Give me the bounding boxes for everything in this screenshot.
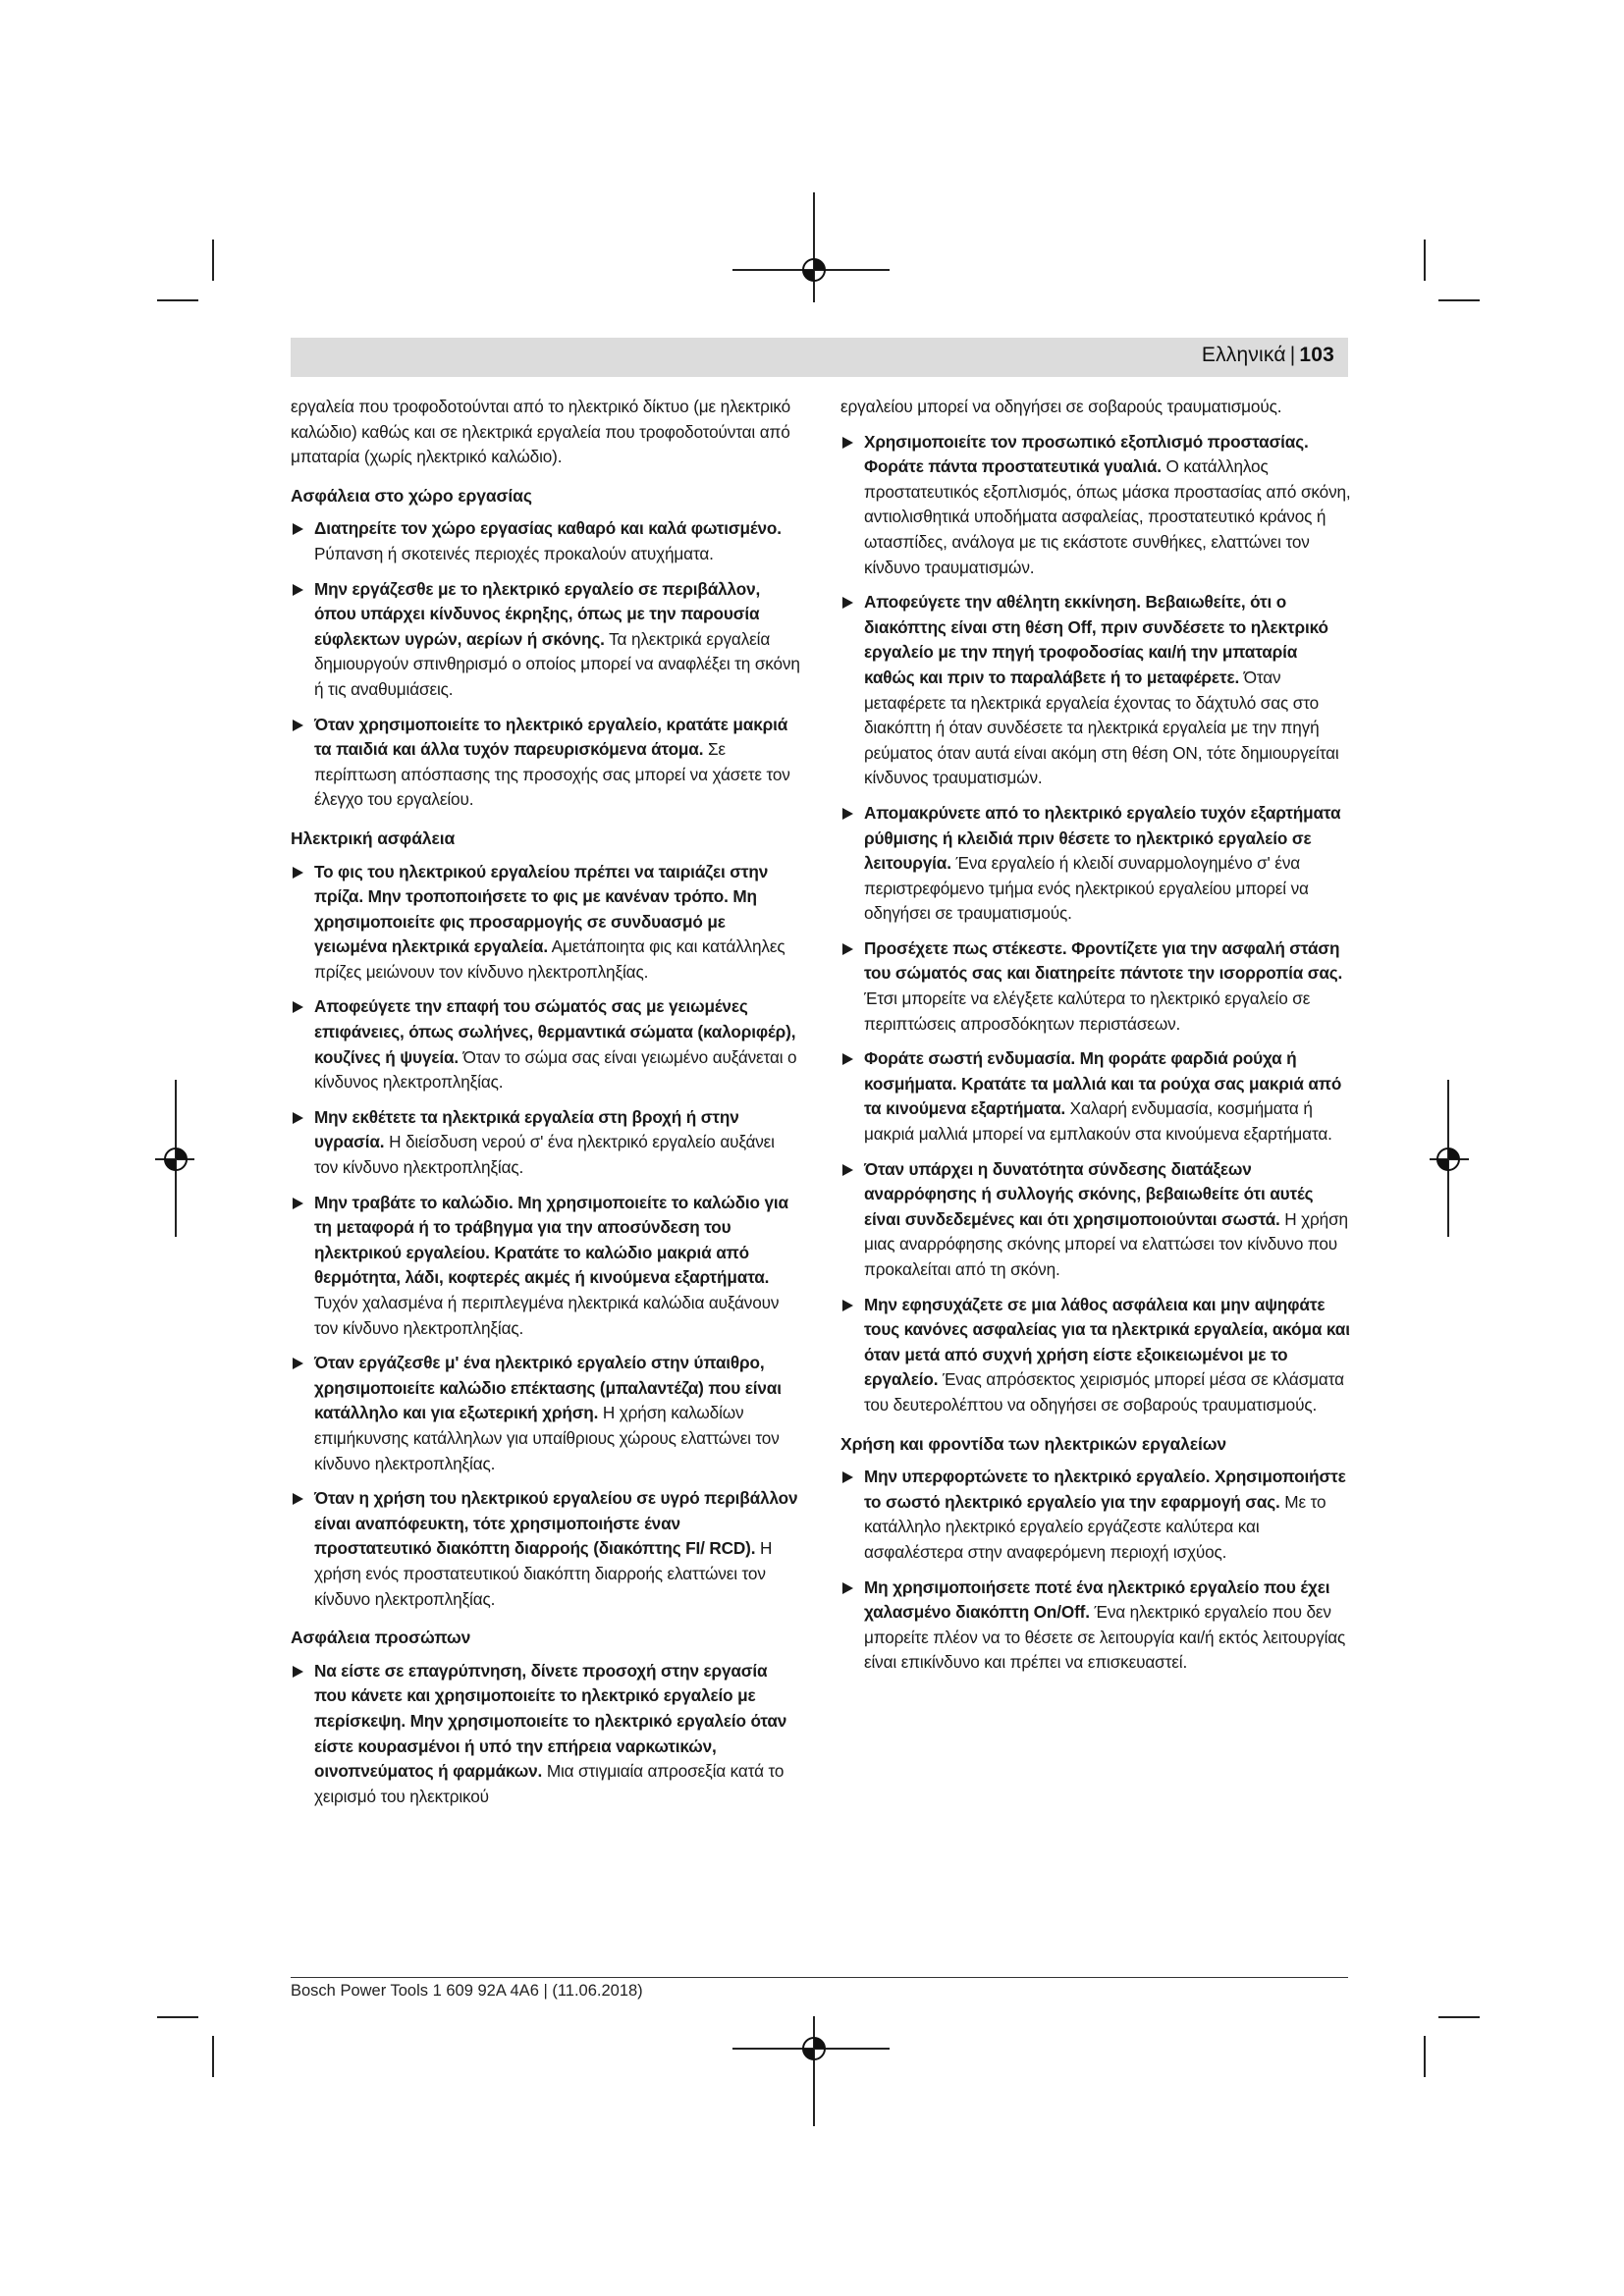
bullet-triangle-icon	[842, 1471, 853, 1483]
registration-target-icon	[161, 1145, 190, 1174]
item-text: Έτσι μπορείτε να ελέγξετε καλύτερα το ηλεκτρικό εργαλείο σε περιπτώσεις απροσδόκητων περιστάσεων.	[864, 988, 1311, 1034]
bullet-triangle-icon	[293, 1198, 303, 1209]
crop-mark	[212, 240, 214, 281]
item-bold: Φοράτε σωστή ενδυμασία. Μη φοράτε φαρδιά ρούχα ή κοσμήματα. Κρατάτε τα μαλλιά και τα ρούχα σας μακριά από τα κινούμενα εξαρτήματα.	[864, 1048, 1342, 1119]
crop-mark	[1438, 299, 1480, 301]
registration-target-icon	[799, 2034, 829, 2063]
item-text: Όταν μεταφέρετε τα ηλεκτρικά εργαλεία έχοντας το δάχτυλό σας στο διακόπτη ή όταν συνδέσετε τα ηλεκτρικά εργαλεία με την πηγή ρεύματος όταν αυτά είναι ακόμη στη θέση ON, τότε δημιουργείται κίνδυνος τραυματισμών.	[864, 667, 1339, 788]
registration-target-icon	[1434, 1145, 1463, 1174]
list-item	[840, 1157, 1351, 1283]
item-bold: Μην εργάζεσθε με το ηλεκτρικό εργαλείο σε περιβάλλον, όπου υπάρχει κίνδυνος έκρηξης, όπως με την παρουσία εύφλεκτων υγρών, αερίων ή σκόνης.	[314, 578, 761, 649]
bullet-triangle-icon	[293, 1358, 303, 1369]
item-text: Ένα εργαλείο ή κλειδί συναρμολογημένο σ' ένα περιστρεφόμενο τμήμα ενός ηλεκτρικού εργαλείου μπορεί να οδηγήσει σε τραυματισμούς.	[864, 853, 1309, 924]
list-item	[291, 1351, 801, 1476]
item-bold: Όταν η χρήση του ηλεκτρικού εργαλείου σε υγρό περιβάλλον είναι αναπόφευκτη, τότε χρησιμοποιήστε έναν προστατευτικό διακόπτη διαρροής (διακόπτης FI/ RCD).	[314, 1488, 798, 1559]
header-label	[1202, 344, 1334, 367]
right-column	[840, 395, 1351, 1685]
left-column	[291, 395, 801, 1819]
header-language: Ελληνικά	[1201, 344, 1286, 366]
page-number: 103	[1299, 344, 1334, 366]
item-text: Η χρήση καλωδίων επιμήκυνσης κατάλληλων για υπαίθριους χώρους ελαττώνει τον κίνδυνο ηλεκτροπληξίας.	[314, 1403, 780, 1473]
continuation-paragraph: εργαλείου μπορεί να οδηγήσει σε σοβαρούς τραυματισμούς.	[840, 397, 1282, 416]
item-text: Η χρήση ενός προστατευτικού διακόπτη διαρροής ελαττώνει τον κίνδυνο ηλεκτροπληξίας.	[314, 1538, 773, 1609]
bullet-triangle-icon	[842, 597, 853, 609]
footer-rule	[291, 1977, 1348, 1978]
bullet-triangle-icon	[293, 867, 303, 879]
register-line	[813, 192, 815, 302]
page-header	[291, 338, 1348, 377]
item-text: Τυχόν χαλασμένα ή περιπλεγμένα ηλεκτρικά καλώδια αυξάνουν τον κίνδυνο ηλεκτροπληξίας.	[314, 1293, 780, 1338]
item-bold: Αποφεύγετε την επαφή του σώματός σας με γειωμένες επιφάνειες, όπως σωλήνες, θερμαντικά σώματα (καλοριφέρ), κουζίνες ή ψυγεία.	[314, 996, 796, 1067]
bullet-triangle-icon	[842, 1164, 853, 1176]
bullet-triangle-icon	[842, 943, 853, 955]
item-text: Μια στιγμιαία απροσεξία κατά το χειρισμό του ηλεκτρικού	[314, 1761, 785, 1806]
bullet-triangle-icon	[293, 1666, 303, 1678]
list-item	[840, 1293, 1351, 1418]
item-text: Η χρήση μιας αναρρόφησης σκόνης μπορεί να ελαττώσει τον κίνδυνο που προκαλείται από τη σκόνη.	[864, 1208, 1348, 1279]
list-item	[840, 590, 1351, 791]
item-text: Ένα ηλεκτρικό εργαλείο που δεν μπορείτε πλέον να το θέσετε σε λειτουργία και/ή εκτός λειτουργίας είναι επικίνδυνο και πρέπει να επισκευαστεί.	[864, 1602, 1346, 1673]
item-bold: Μην εφησυχάζετε σε μια λάθος ασφάλεια και μην αψηφάτε τους κανόνες ασφαλείας για τα ηλεκτρικά εργαλεία, ακόμα και όταν μετά από συχνή χρήση είστε εξοικειωμένοι με το εργαλείο.	[864, 1294, 1350, 1390]
list-item	[291, 1105, 801, 1181]
item-bold: Μη χρησιμοποιήσετε ποτέ ένα ηλεκτρικό εργαλείο που έχει χαλασμένο διακόπτη On/Off.	[864, 1576, 1330, 1623]
section-title-work-area: Ασφάλεια στο χώρο εργασίας	[291, 485, 532, 506]
registration-target-icon	[799, 255, 829, 285]
list-item	[291, 860, 801, 986]
register-line	[813, 2016, 815, 2126]
item-bold: Χρησιμοποιείτε τον προσωπικό εξοπλισμό προστασίας. Φοράτε πάντα προστατευτικά γυαλιά.	[864, 431, 1309, 477]
item-bold: Μην τραβάτε το καλώδιο. Μη χρησιμοποιείτε το καλώδιο για τη μεταφορά ή το τράβηγμα για την αποσύνδεση του ηλεκτρικού εργαλείου. Κρατάτε το καλώδιο μακριά από θερμότητα, λάδι, κοφτερές ακμές ή κινούμενα εξαρτήματα.	[314, 1192, 788, 1288]
bullet-triangle-icon	[842, 1582, 853, 1594]
item-bold: Το φις του ηλεκτρικού εργαλείου πρέπει να ταιριάζει στην πρίζα. Μην τροποποιήσετε το φις με κανέναν τρόπο. Μη χρησιμοποιείτε φις προσαρμογής σε συνδυασμό με γειωμένα ηλεκτρικά εργαλεία.	[314, 861, 769, 957]
bullet-triangle-icon	[293, 584, 303, 596]
item-text: Ρύπανση ή σκοτεινές περιοχές προκαλούν ατυχήματα.	[314, 543, 714, 563]
list-item	[840, 1465, 1351, 1565]
list-item	[291, 994, 801, 1095]
list-item	[291, 1486, 801, 1612]
list-item	[291, 577, 801, 703]
list-item	[291, 516, 801, 566]
list-item	[840, 1575, 1351, 1676]
item-bold: Αποφεύγετε την αθέλητη εκκίνηση. Βεβαιωθείτε, ότι ο διακόπτης είναι στη θέση Off, πριν συνδέσετε το ηλεκτρικό εργαλείο με την πηγή τροφοδοσίας και/ή την μπαταρία καθώς και πριν το παραλάβετε ή το μεταφέρετε.	[864, 592, 1328, 687]
crop-mark	[157, 2016, 198, 2018]
item-text: Χαλαρή ενδυμασία, κοσμήματα ή μακριά μαλλιά μπορεί να εμπλακούν στα κινούμενα εξαρτήματα.	[864, 1098, 1332, 1145]
section-title-electrical: Ηλεκτρική ασφάλεια	[291, 828, 456, 848]
item-text: Τα ηλεκτρικά εργαλεία δημιουργούν σπινθηρισμό ο οποίος μπορεί να αναφλέξει τη σκόνη ή τις αναθυμιάσεις.	[314, 628, 800, 699]
crop-mark	[157, 299, 198, 301]
item-text: Σε περίπτωση απόσπασης της προσοχής σας μπορεί να χάσετε τον έλεγχο του εργαλείου.	[314, 739, 790, 810]
item-text: Ένας απρόσεκτος χειρισμός μπορεί μέσα σε κλάσματα του δευτερολέπτου να οδηγήσει σε σοβαρούς τραυματισμούς.	[864, 1369, 1344, 1415]
bullet-triangle-icon	[842, 437, 853, 449]
bullet-triangle-icon	[293, 1493, 303, 1505]
bullet-triangle-icon	[842, 1300, 853, 1311]
item-bold: Προσέχετε πως στέκεστε. Φροντίζετε για την ασφαλή στάση του σώματός σας και διατηρείτε πάντοτε την ισορροπία σας.	[864, 937, 1343, 984]
bullet-triangle-icon	[293, 720, 303, 731]
item-bold: Διατηρείτε τον χώρο εργασίας καθαρό και καλά φωτισμένο.	[314, 518, 782, 539]
section-title-use-care: Χρήση και φροντίδα των ηλεκτρικών εργαλείων	[840, 1433, 1227, 1454]
bullet-triangle-icon	[293, 1112, 303, 1124]
item-bold: Μην υπερφορτώνετε το ηλεκτρικό εργαλείο. Χρησιμοποιήστε το σωστό ηλεκτρικό εργαλείο για την εφαρμογή σας.	[864, 1467, 1346, 1512]
crop-mark	[1424, 240, 1426, 281]
item-text: Με το κατάλληλο ηλεκτρικό εργαλείο εργάζεστε καλύτερα και ασφαλέστερα στην αναφερόμενη περιοχή ισχύος.	[864, 1491, 1326, 1562]
crop-mark	[212, 2036, 214, 2077]
item-text: Ο κατάλληλος προστατευτικός εξοπλισμός, όπως μάσκα προστασίας από σκόνη, αντιολισθητικά υποδήματα ασφαλείας, προστατευτικό κράνος ή ωτασπίδες, ανάλογα με τις εκάστοτε συνθήκες, ελαττώνει τον κίνδυνο τραυματισμών.	[864, 456, 1351, 577]
list-item	[291, 1659, 801, 1810]
bullet-triangle-icon	[842, 1053, 853, 1065]
list-item	[291, 1191, 801, 1342]
list-item	[840, 801, 1351, 927]
item-text: Η διείσδυση νερού σ' ένα ηλεκτρικό εργαλείο αυξάνει τον κίνδυνο ηλεκτροπληξίας.	[314, 1132, 775, 1178]
list-item	[840, 1046, 1351, 1147]
list-item	[840, 936, 1351, 1037]
crop-mark	[1424, 2036, 1426, 2077]
bullet-triangle-icon	[293, 523, 303, 535]
section-title-personal: Ασφάλεια προσώπων	[291, 1628, 471, 1648]
bullet-triangle-icon	[842, 808, 853, 820]
list-item	[840, 430, 1351, 581]
header-separator: |	[1289, 344, 1296, 366]
item-bold: Όταν υπάρχει η δυνατότητα σύνδεσης διατάξεων αναρρόφησης ή συλλογής σκόνης, βεβαιωθείτε ότι αυτές είναι συνδεδεμένες και ότι χρησιμοποιούνται σωστά.	[864, 1158, 1314, 1229]
footer-text: Bosch Power Tools 1 609 92A 4A6 | (11.06.2018)	[291, 1982, 643, 2000]
intro-paragraph: εργαλεία που τροφοδοτούνται από το ηλεκτρικό δίκτυο (με ηλεκτρικό καλώδιο) καθώς και σε ηλεκτρικά εργαλεία που τροφοδοτούνται από μπαταρία (χωρίς ηλεκτρικό καλώδιο).	[291, 397, 791, 467]
item-text: Όταν το σώμα σας είναι γειωμένο αυξάνεται ο κίνδυνος ηλεκτροπληξίας.	[314, 1046, 797, 1093]
item-bold: Όταν χρησιμοποιείτε το ηλεκτρικό εργαλείο, κρατάτε μακριά τα παιδιά και άλλα τυχόν παρευρισκόμενα άτομα.	[314, 714, 788, 760]
item-bold: Όταν εργάζεσθε μ' ένα ηλεκτρικό εργαλείο στην ύπαιθρο, χρησιμοποιείτε καλώδιο επέκτασης (μπαλαντέζα) που είναι κατάλληλο και για εξωτερική χρήση.	[314, 1353, 782, 1423]
item-bold: Να είστε σε επαγρύπνηση, δίνετε προσοχή στην εργασία που κάνετε και χρησιμοποιείτε το ηλεκτρικό εργαλείο με περίσκεψη. Μην χρησιμοποιείτε το ηλεκτρικό εργαλείο όταν είστε κουρασμένοι ή υπό την επήρεια ναρκωτικών, οινοπνεύματος ή φαρμάκων.	[314, 1660, 787, 1782]
bullet-triangle-icon	[293, 1001, 303, 1013]
item-bold: Μην εκθέτετε τα ηλεκτρικά εργαλεία στη βροχή ή στην υγρασία.	[314, 1106, 739, 1152]
list-item	[291, 713, 801, 813]
item-bold: Απομακρύνετε από το ηλεκτρικό εργαλείο τυχόν εξαρτήματα ρύθμισης ή κλειδιά πριν θέσετε το ηλεκτρικό εργαλείο σε λειτουργία.	[864, 802, 1341, 874]
crop-mark	[1438, 2016, 1480, 2018]
item-text: Αμετάποιητα φις και κατάλληλες πρίζες μειώνουν τον κίνδυνο ηλεκτροπληξίας.	[314, 936, 785, 982]
